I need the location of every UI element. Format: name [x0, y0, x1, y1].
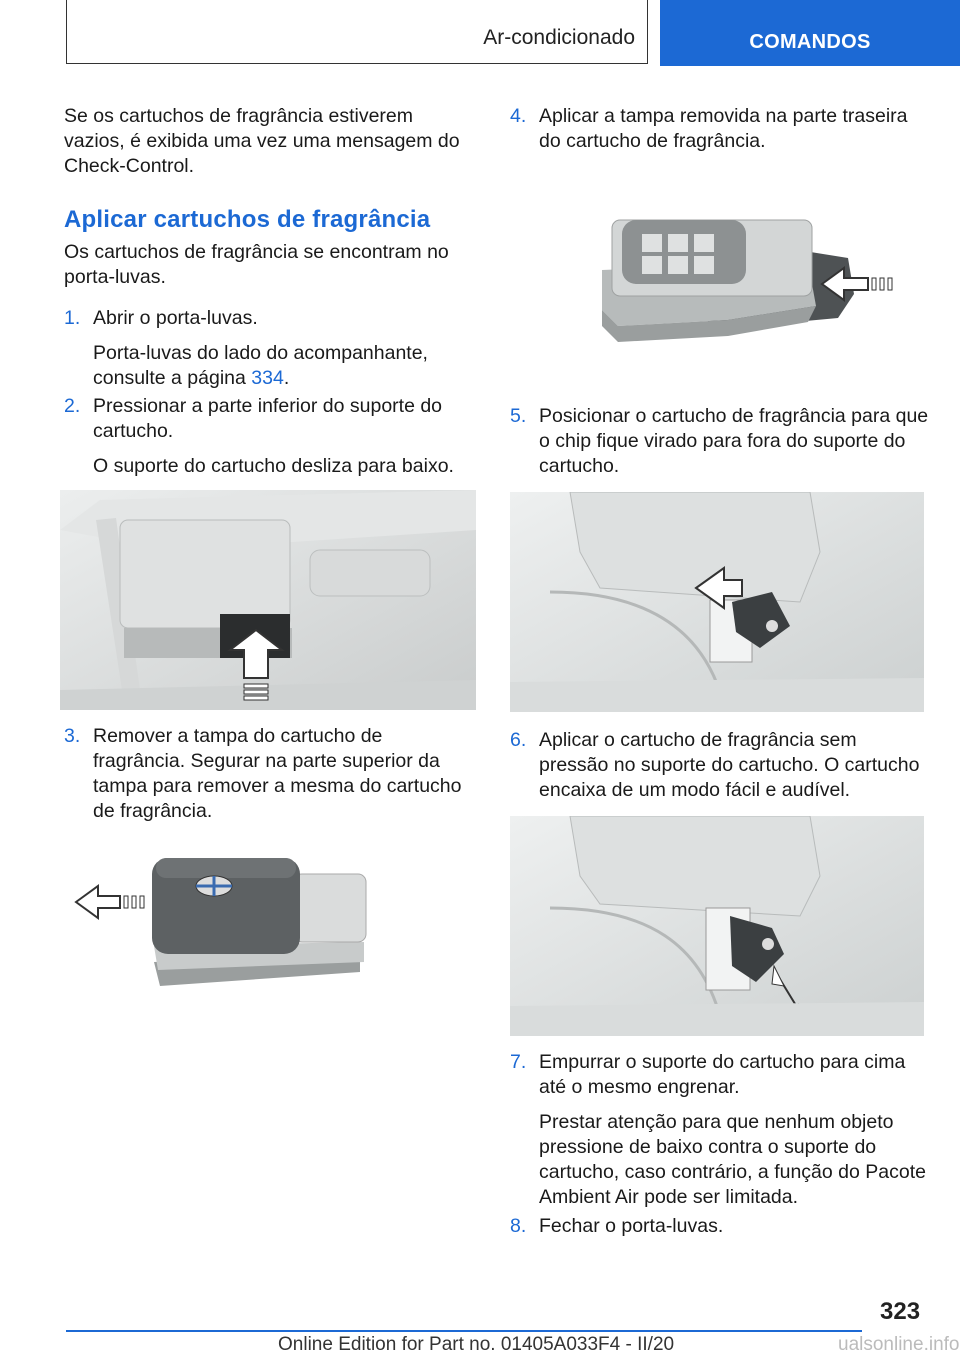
cap-on-back-illustration: [598, 210, 898, 360]
step-number: 6.: [510, 729, 527, 751]
step-text: Empurrar o suporte do cartucho para cima até o mesmo engrenar.: [539, 1051, 906, 1098]
footer-rule: [66, 1330, 862, 1332]
step-text: Aplicar o cartucho de fragrância sem pressão no suporte do cartucho. O cartucho encaixa de um modo fácil e audível.: [539, 729, 920, 801]
page-link[interactable]: 334: [251, 367, 284, 389]
step-number: 5.: [510, 405, 527, 427]
footer-watermark: ualsonline.info: [838, 1334, 960, 1355]
step-subtext: Prestar atenção para que nenhum objeto pressione de baixo contra o suporte do cartucho, caso contrário, a função do Pacote Ambient Air pode ser limitada.: [539, 1111, 926, 1208]
step-text: Posicionar o cartucho de fragrância para que o chip fique virado para fora do suporte do cartucho.: [539, 405, 929, 477]
step-number: 4.: [510, 105, 527, 127]
header-section-title: Ar-condicionado: [483, 26, 635, 49]
cartridge-insert-illustration: [510, 816, 924, 1036]
step-number: 8.: [510, 1215, 527, 1237]
step-number: 7.: [510, 1051, 527, 1073]
step-number: 1.: [64, 307, 81, 329]
section-heading: Aplicar cartuchos de fragrância: [64, 206, 431, 233]
cartridge-positioning-illustration: [510, 492, 924, 712]
step-subtext: Porta-luvas do lado do acompanhante, consulte a página 334.: [93, 342, 428, 389]
step-text: Remover a tampa do cartucho de fragrância. Segurar na parte superior da tampa para remover a mesma do cartucho de fragrância.: [93, 725, 462, 822]
header-chapter-tab: COMANDOS: [660, 0, 960, 66]
header-section-box: [66, 0, 648, 64]
step-text: Abrir o porta-luvas.: [93, 307, 258, 329]
step-text: Aplicar a tampa removida na parte traseira do cartucho de fragrância.: [539, 105, 908, 152]
footer-edition: Online Edition for Part no. 01405A033F4 - II/20: [278, 1334, 675, 1355]
step-text: Fechar o porta-luvas.: [539, 1215, 724, 1237]
page-number: 323: [880, 1298, 921, 1325]
step-number: 2.: [64, 395, 81, 417]
cartridge-cap-removal-illustration: [64, 850, 376, 990]
step-text: Pressionar a parte inferior do suporte do cartucho.: [93, 395, 443, 442]
step-number: 3.: [64, 725, 81, 747]
heading-intro: Os cartuchos de fragrância se encontram no porta-luvas.: [64, 241, 449, 288]
glovebox-holder-illustration: [60, 490, 476, 710]
step-subtext: O suporte do cartucho desliza para baixo.: [93, 455, 454, 477]
intro-paragraph: Se os cartuchos de fragrância estiverem vazios, é exibida uma vez uma mensagem do Check-Control.: [64, 105, 460, 177]
